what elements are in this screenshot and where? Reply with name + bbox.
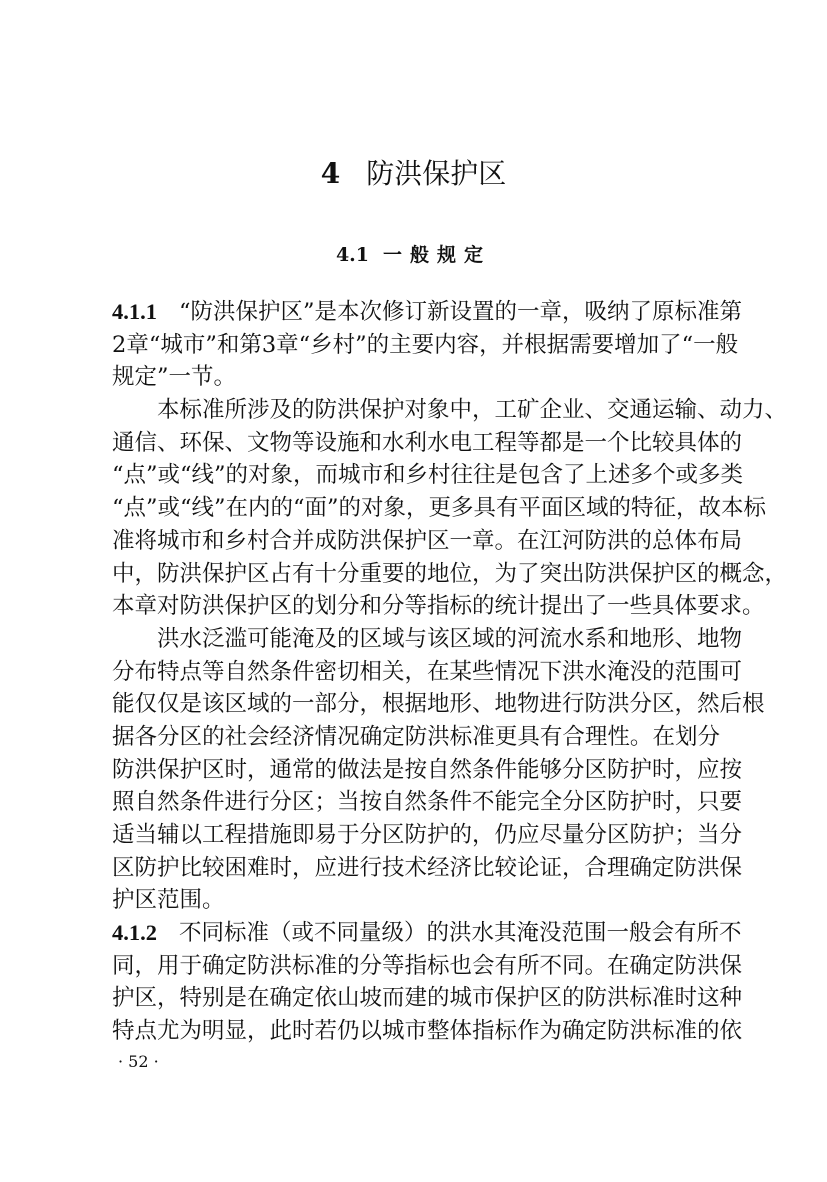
line-text: 分布特点等自然条件密切相关，在某些情况下洪水淹没的范围可 bbox=[112, 658, 743, 685]
text-line bbox=[112, 394, 788, 427]
line-text: 中，防洪保护区占有十分重要的地位，为了突出防洪保护区的概念， bbox=[112, 560, 788, 587]
text-line bbox=[112, 884, 720, 917]
text-line bbox=[112, 296, 743, 329]
line-text: 洪水泛滥可能淹及的区域与该区域的河流水系和地形、地物 bbox=[157, 625, 743, 652]
text-line bbox=[112, 459, 744, 492]
line-text: 本标准所涉及的防洪保护对象中，工矿企业、交通运输、动力、 bbox=[157, 397, 788, 424]
line-text: 区防护比较困难时，应进行技术经济比较论证，合理确定防洪保 bbox=[112, 854, 743, 881]
text-line bbox=[112, 819, 743, 852]
chapter-title: 防洪保护区 bbox=[366, 157, 507, 190]
line-text: 防洪保护区时，通常的做法是按自然条件能够分区防护时，应按 bbox=[112, 756, 743, 783]
text-line bbox=[112, 492, 767, 525]
text-line bbox=[112, 721, 720, 754]
clause-number: 4.1.1 bbox=[112, 299, 157, 324]
text-line bbox=[112, 427, 743, 460]
line-text: 准将城市和乡村合并成防洪保护区一章。在江河防洪的总体布局 bbox=[112, 527, 743, 554]
section-heading bbox=[0, 240, 827, 267]
section-title: 一般规定 bbox=[383, 244, 492, 266]
line-text: 能仅仅是该区域的一部分，根据地形、地物进行防洪分区，然后根 bbox=[112, 691, 765, 718]
text-line bbox=[112, 1015, 743, 1048]
line-text: “防洪保护区”是本次修订新设置的一章，吸纳了原标准第 bbox=[179, 299, 743, 325]
text-line bbox=[112, 525, 743, 558]
line-text: 同，用于确定防洪标准的分等指标也会有所不同。在确定防洪保 bbox=[112, 952, 743, 979]
line-text: “点”或“线”的对象，而城市和乡村往往是包含了上述多个或多类 bbox=[112, 462, 744, 489]
chapter-number: 4 bbox=[320, 157, 341, 190]
text-line bbox=[112, 950, 743, 983]
clause-number: 4.1.2 bbox=[112, 920, 157, 946]
section-number: 4.1 bbox=[335, 244, 370, 266]
text-line bbox=[112, 590, 765, 623]
text-line bbox=[112, 623, 743, 656]
line-text: 护区，特别是在确定依山坡而建的城市保护区的防洪标准时这种 bbox=[112, 985, 743, 1012]
line-text: 据各分区的社会经济情况确定防洪标准更具有合理性。在划分 bbox=[112, 723, 720, 750]
chapter-heading bbox=[0, 152, 827, 192]
text-line bbox=[112, 917, 742, 950]
text-line bbox=[112, 786, 743, 819]
line-text: 2章“城市”和第3章“乡村”的主要内容，并根据需要增加了“一般 bbox=[112, 331, 739, 358]
text-line bbox=[112, 982, 743, 1015]
line-text: 护区范围。 bbox=[112, 887, 225, 914]
text-line bbox=[112, 656, 743, 689]
line-text: 照自然条件进行分区；当按自然条件不能完全分区防护时，只要 bbox=[112, 789, 743, 816]
text-line bbox=[112, 688, 765, 721]
line-text: 不同标准（或不同量级）的洪水其淹没范围一般会有所不 bbox=[179, 920, 742, 947]
text-line bbox=[112, 852, 743, 885]
line-text: 适当辅以工程措施即易于分区防护的，仍应尽量分区防护；当分 bbox=[112, 822, 743, 848]
page-number: · 52 · bbox=[118, 1052, 159, 1071]
line-text: “点”或“线”在内的“面”的对象，更多具有平面区域的特征，故本标 bbox=[112, 495, 767, 522]
text-line bbox=[112, 754, 743, 787]
line-text: 本章对防洪保护区的划分和分等指标的统计提出了一些具体要求。 bbox=[112, 593, 765, 620]
body-text bbox=[112, 296, 788, 1048]
line-text: 规定”一节。 bbox=[112, 364, 237, 391]
text-line bbox=[112, 558, 788, 591]
line-text: 特点尤为明显，此时若仍以城市整体指标作为确定防洪标准的依 bbox=[112, 1018, 743, 1045]
line-text: 通信、环保、文物等设施和水利水电工程等都是一个比较具体的 bbox=[112, 429, 743, 456]
text-line bbox=[112, 361, 720, 394]
text-line bbox=[112, 329, 739, 362]
